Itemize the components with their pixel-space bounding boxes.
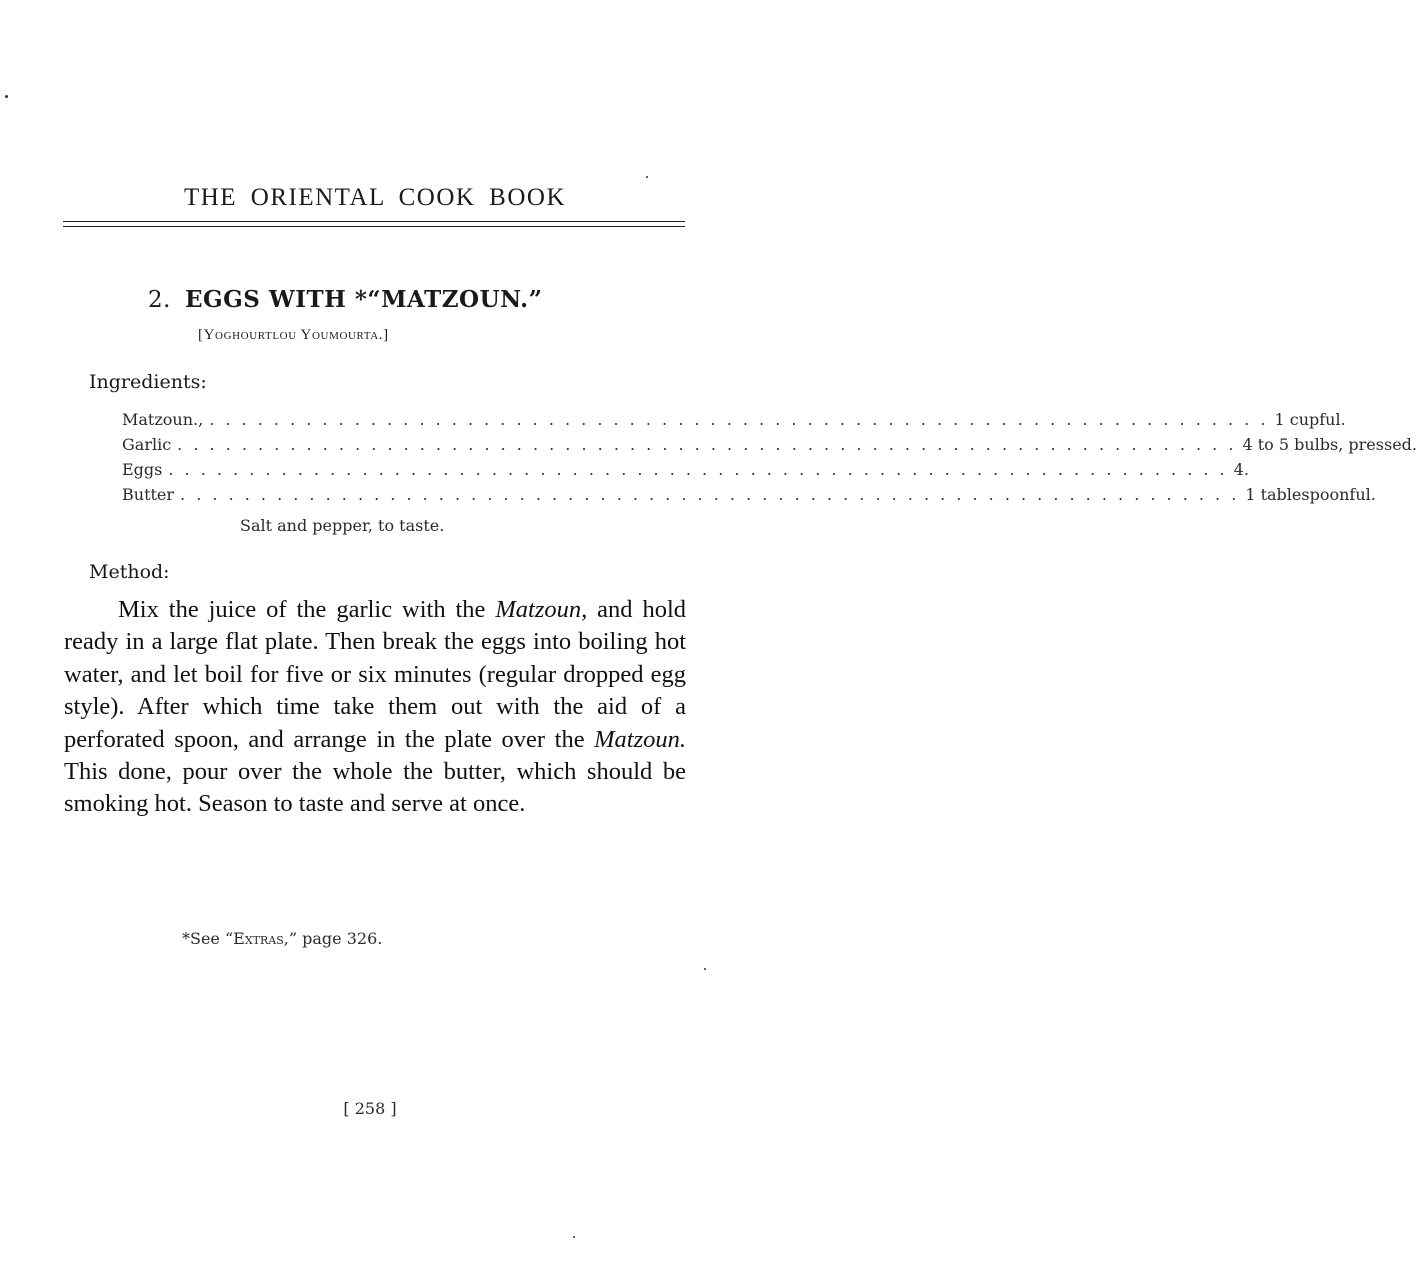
method-text-italic: Matzoun. <box>594 725 686 753</box>
recipe-title-text: EGGS WITH *“MATZOUN.” <box>184 286 543 313</box>
footnote-suffix: ” page 326. <box>288 929 383 948</box>
method-paragraph <box>64 594 686 821</box>
recipe-number: 2. <box>148 287 171 313</box>
dot-leader: . . . . . . . . . . . . . . . . . . . . . . . . . . . . . . . . . . . . . . . . . . . . . . . . . . . . . . . . . . . . . . . . . . <box>180 485 1240 504</box>
dot-leader: . . . . . . . . . . . . . . . . . . . . . . . . . . . . . . . . . . . . . . . . . . . . . . . . . . . . . . . . . . . . . . . . . . <box>168 460 1228 479</box>
ingredient-list <box>122 410 1417 510</box>
print-speck <box>573 1236 575 1238</box>
dot-leader: . . . . . . . . . . . . . . . . . . . . . . . . . . . . . . . . . . . . . . . . . . . . . . . . . . . . . . . . . . . . . . . . . . <box>177 435 1237 454</box>
method-text-run: and hold ready in a large flat plate. Then break the eggs into boiling hot water, and let boil for five or six minutes (regular dropped egg style). After which time take them out with the aid of a perforated spoon, and arrange in the plate over the <box>64 596 687 753</box>
ingredient-row <box>122 435 1417 460</box>
ingredient-row <box>122 410 1346 435</box>
ingredient-amount: 4. <box>1233 460 1249 479</box>
ingredients-heading: Ingredients: <box>89 371 207 393</box>
ingredient-row <box>122 485 1376 510</box>
page-number: [ 258 ] <box>343 1099 397 1118</box>
seasoning-note: Salt and pepper, to taste. <box>240 516 445 535</box>
method-text-run: Mix the juice of the garlic with the <box>118 596 496 623</box>
print-speck <box>704 968 706 970</box>
ingredient-amount: 1 tablespoonful. <box>1245 485 1376 504</box>
ingredient-row <box>122 460 1249 485</box>
footnote-ref: Extras, <box>233 929 289 948</box>
ingredient-amount: 1 cupful. <box>1274 410 1346 429</box>
ingredient-name: Butter <box>122 485 175 504</box>
running-head: THE ORIENTAL COOK BOOK <box>183 184 567 211</box>
print-speck <box>5 95 8 98</box>
ingredient-name: Garlic <box>122 435 172 454</box>
method-heading: Method: <box>89 561 170 583</box>
ingredient-name: Eggs <box>122 460 163 479</box>
method-text-italic: Matzoun, <box>495 596 588 623</box>
ingredient-name: Matzoun., <box>122 410 204 429</box>
recipe-subtitle: [Yoghourtlou Youmourta.] <box>198 327 389 343</box>
recipe-title <box>148 286 542 313</box>
print-speck <box>646 176 648 178</box>
ingredient-amount: 4 to 5 bulbs, pressed. <box>1242 435 1417 454</box>
footnote <box>182 929 382 948</box>
footnote-prefix: *See “ <box>182 929 234 948</box>
method-text-run: This done, pour over the whole the butter, which should be smoking hot. Season to taste and serve at once. <box>64 758 686 818</box>
dot-leader: . . . . . . . . . . . . . . . . . . . . . . . . . . . . . . . . . . . . . . . . . . . . . . . . . . . . . . . . . . . . . . . . . . <box>209 410 1269 429</box>
header-rule <box>63 226 685 227</box>
header-rule <box>63 221 685 222</box>
